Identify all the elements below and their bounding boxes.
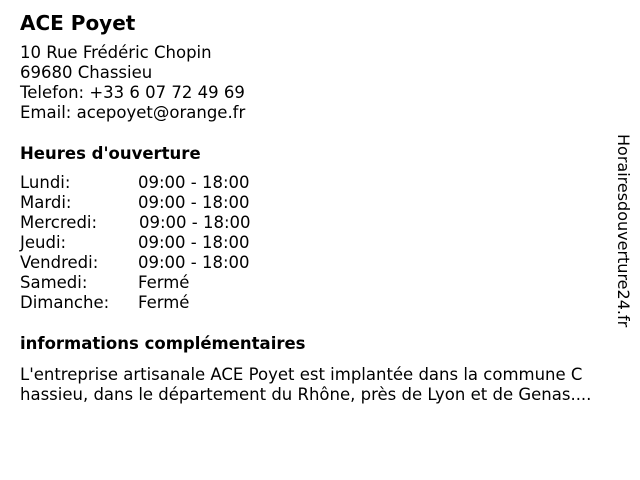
business-name: ACE Poyet [20, 11, 136, 35]
hours-time: 09:00 - 18:00 [139, 213, 251, 232]
hours-day: Mercredi: [20, 213, 98, 232]
email-text: Email: acepoyet@orange.fr [20, 103, 246, 122]
brand-watermark [612, 134, 634, 344]
info-text-line-1: L'entreprise artisanale ACE Poyet est implantée dans la commune C [20, 365, 583, 384]
hours-time: 09:00 - 18:00 [138, 233, 250, 252]
hours-day: Jeudi: [20, 233, 67, 252]
hours-time: 09:00 - 18:00 [138, 193, 250, 212]
hours-time: Fermé [138, 273, 190, 292]
info-heading: informations complémentaires [20, 334, 306, 353]
hours-time: Fermé [138, 293, 190, 312]
hours-heading: Heures d'ouverture [20, 144, 201, 163]
brand-vertical-text: Horairesdouverture24.fr [614, 134, 633, 328]
phone-text: Telefon: +33 6 07 72 49 69 [20, 83, 245, 102]
hours-day: Lundi: [20, 173, 71, 192]
hours-day: Samedi: [20, 273, 88, 292]
hours-time: 09:00 - 18:00 [138, 173, 250, 192]
hours-day: Mardi: [20, 193, 72, 212]
hours-day: Dimanche: [20, 293, 110, 312]
hours-day: Vendredi: [20, 253, 99, 272]
address-city: 69680 Chassieu [20, 63, 153, 82]
address-street: 10 Rue Frédéric Chopin [20, 43, 212, 62]
hours-time: 09:00 - 18:00 [138, 253, 250, 272]
info-text-line-2: hassieu, dans le département du Rhône, près de Lyon et de Genas.... [20, 385, 592, 404]
